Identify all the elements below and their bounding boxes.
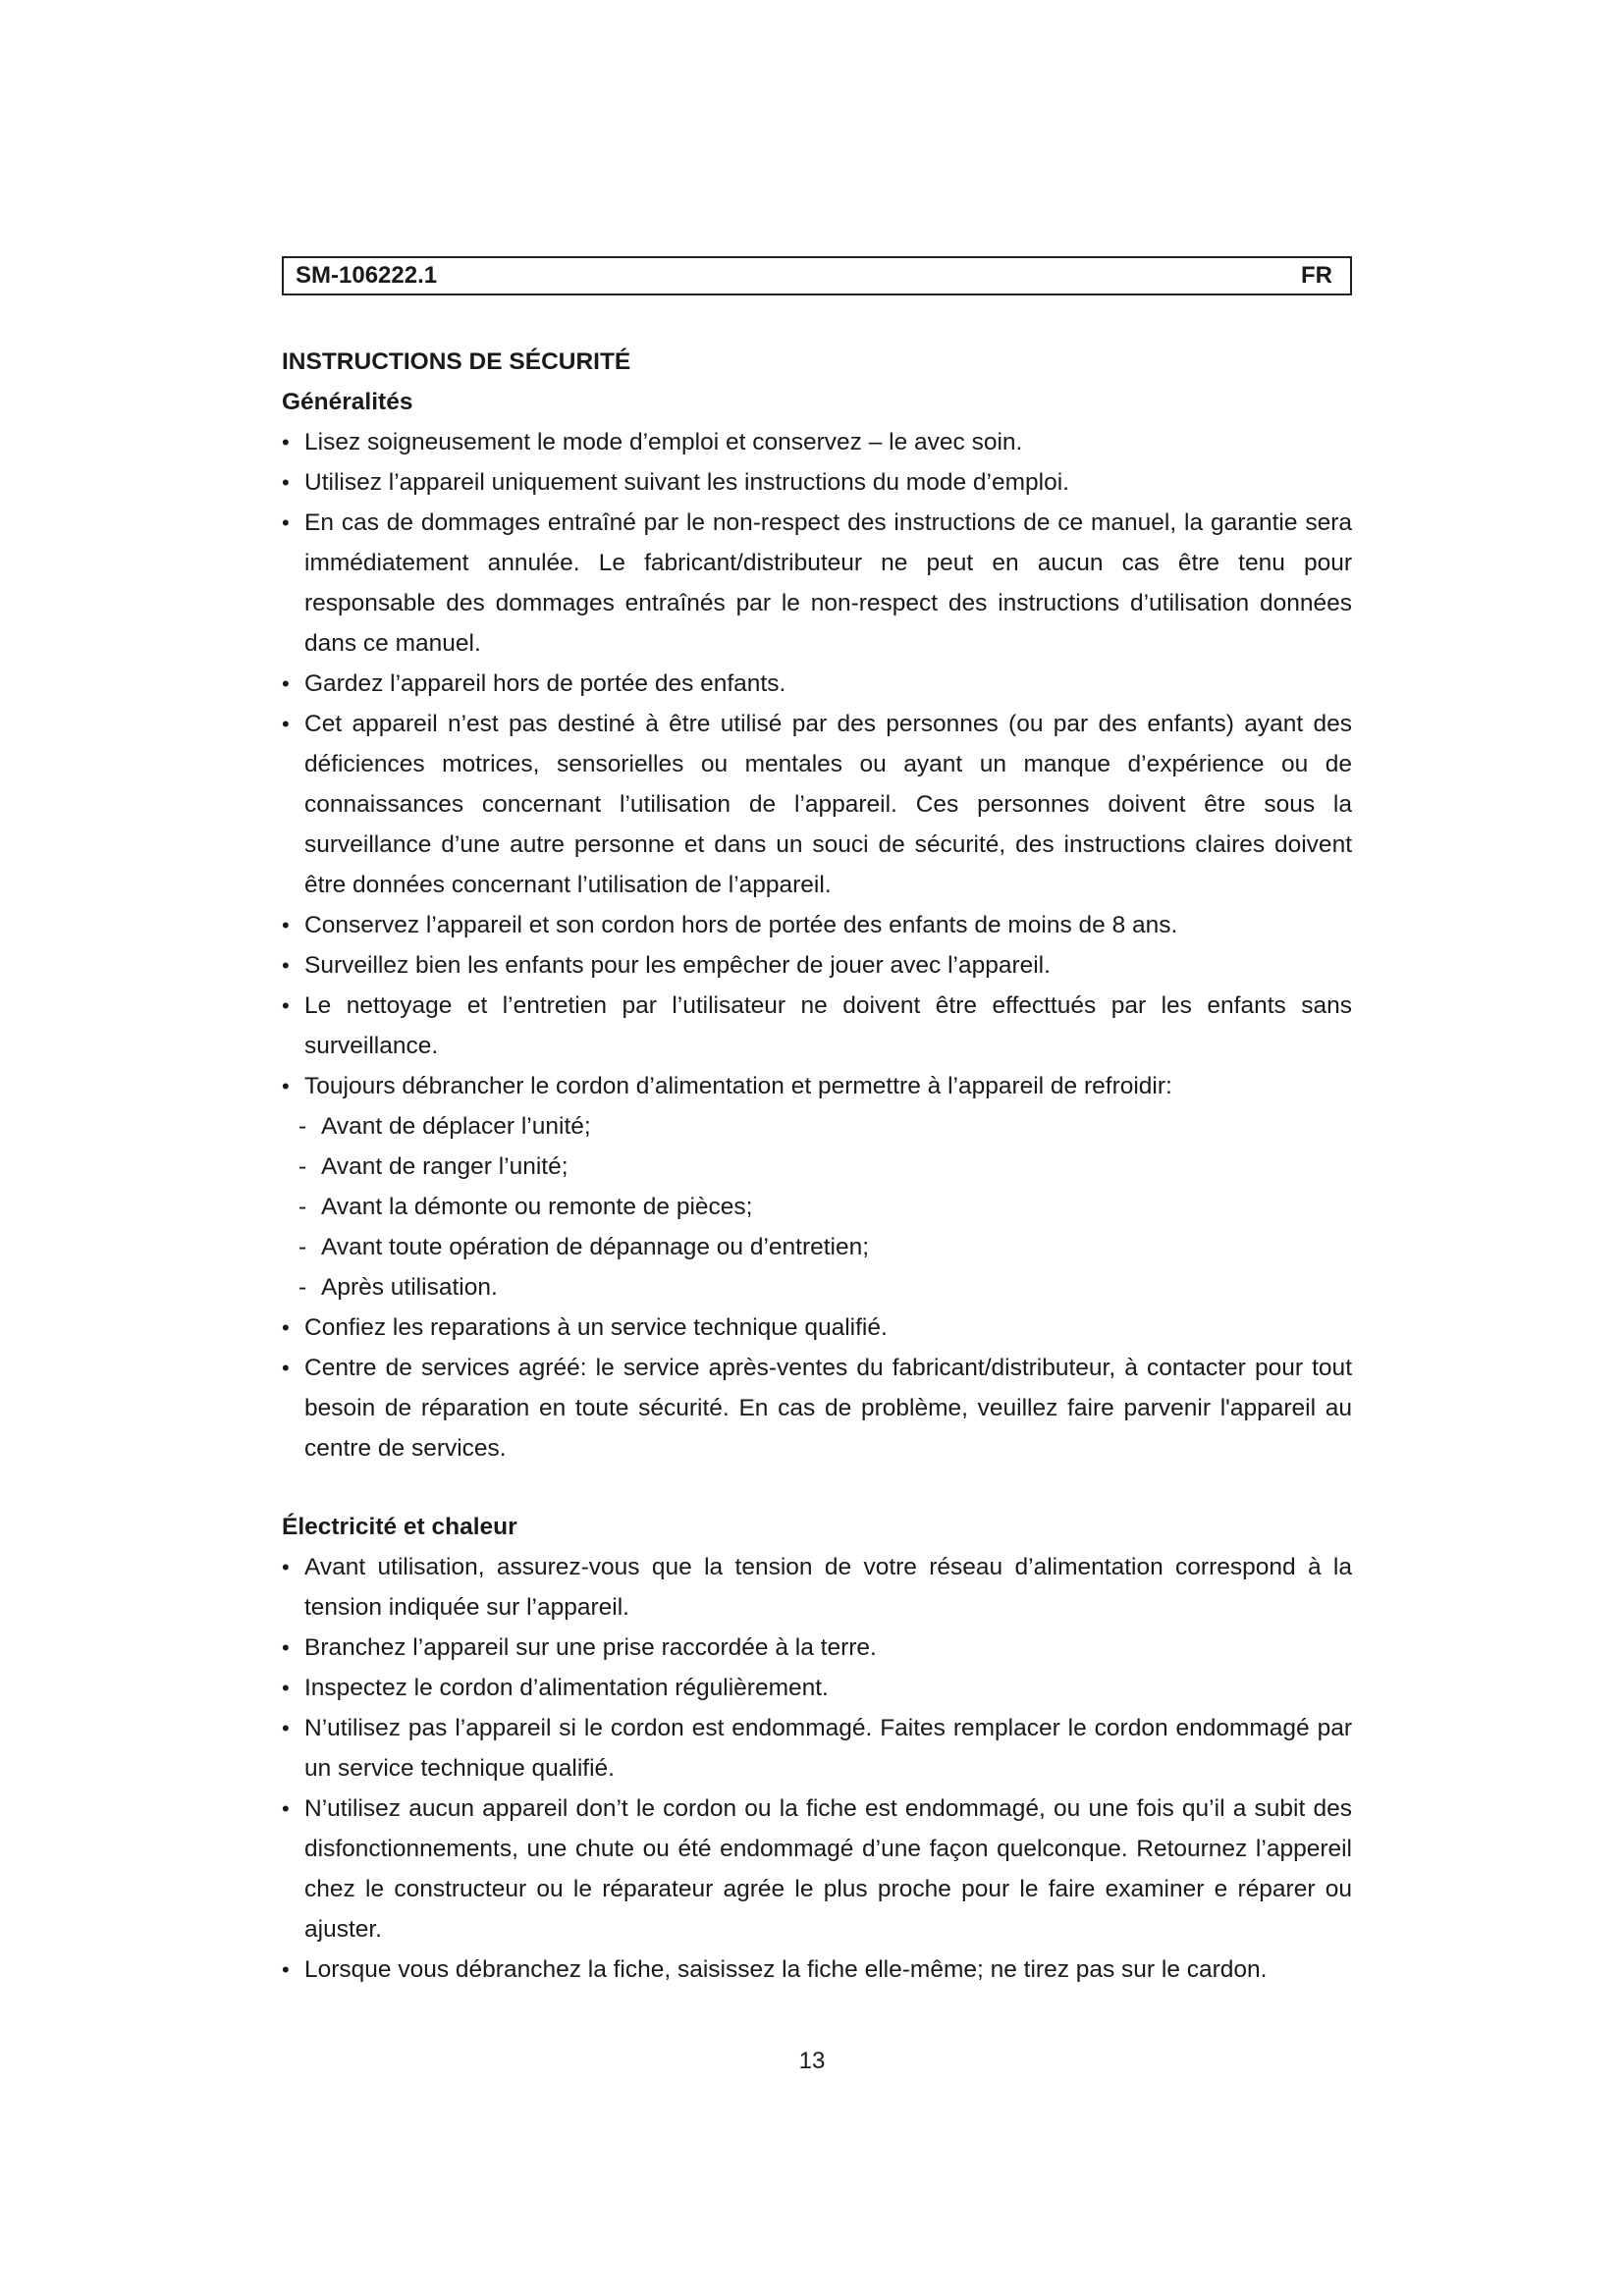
page-title: INSTRUCTIONS DE SÉCURITÉ xyxy=(282,348,631,375)
list-item: • Branchez l’appareil sur une prise raccordée à la terre. xyxy=(282,1628,1352,1668)
list-item: • N’utilisez aucun appareil don’t le cordon ou la fiche est endommagé, ou une fois qu’il a subit des disfonctionnements, une chute ou été endommagé d’une façon quelconque. Retournez l’appereil chez le constructeur ou le réparateur agrée le plus proche pour le faire examiner e réparer ou ajuster. xyxy=(282,1789,1352,1949)
model-number: SM-106222.1 xyxy=(296,262,438,289)
sub-list-item: - Avant de déplacer l’unité; xyxy=(282,1106,1352,1147)
sub-list-item: - Après utilisation. xyxy=(282,1267,1352,1308)
list-item: • Lorsque vous débranchez la fiche, saisissez la fiche elle-même; ne tirez pas sur le cardon. xyxy=(282,1949,1352,1990)
section-spacer xyxy=(282,1468,1352,1507)
list-item: • Avant utilisation, assurez-vous que la tension de votre réseau d’alimentation correspond à la tension indiquée sur l’appareil. xyxy=(282,1547,1352,1628)
list-item: • Le nettoyage et l’entretien par l’utilisateur ne doivent être effecttués par les enfants sans surveillance. xyxy=(282,986,1352,1066)
section-heading-general: Généralités xyxy=(282,389,413,415)
sub-list-item: - Avant de ranger l’unité; xyxy=(282,1147,1352,1187)
list-item: • Surveillez bien les enfants pour les empêcher de jouer avec l’appareil. xyxy=(282,945,1352,986)
list-item: • Conservez l’appareil et son cordon hors de portée des enfants de moins de 8 ans. xyxy=(282,905,1352,945)
page-content xyxy=(282,342,1352,1990)
list-item: • Confiez les reparations à un service technique qualifié. xyxy=(282,1308,1352,1348)
list-item: • Cet appareil n’est pas destiné à être utilisé par des personnes (ou par des enfants) ayant des déficiences motrices, sensorielles ou mentales ou ayant un manque d’expérience ou de connaissances concernant l’utilisation de l’appareil. Ces personnes doivent être sous la surveillance d’une autre personne et dans un souci de sécurité, des instructions claires doivent être données concernant l’utilisation de l’appareil. xyxy=(282,704,1352,905)
list-item: • Centre de services agréé: le service après-ventes du fabricant/distributeur, à contacter pour tout besoin de réparation en toute sécurité. En cas de problème, veuillez faire parvenir l'appareil au centre de services. xyxy=(282,1348,1352,1468)
unplug-conditions-list xyxy=(282,1106,1352,1308)
section-heading-electricity: Électricité et chaleur xyxy=(282,1514,517,1540)
list-item: • Lisez soigneusement le mode d’emploi et conservez – le avec soin. xyxy=(282,422,1352,462)
language-code: FR xyxy=(1301,262,1332,289)
document-header xyxy=(282,256,1352,295)
electricity-list xyxy=(282,1547,1352,1990)
sub-list-item: - Avant toute opération de dépannage ou d’entretien; xyxy=(282,1227,1352,1267)
sub-list-item: - Avant la démonte ou remonte de pièces; xyxy=(282,1187,1352,1227)
list-item: • Gardez l’appareil hors de portée des enfants. xyxy=(282,664,1352,704)
general-list-continued xyxy=(282,1308,1352,1468)
list-item: • N’utilisez pas l’appareil si le cordon est endommagé. Faites remplacer le cordon endommagé par un service technique qualifié. xyxy=(282,1708,1352,1789)
list-item: • En cas de dommages entraîné par le non-respect des instructions de ce manuel, la garantie sera immédiatement annulée. Le fabricant/distributeur ne peut en aucun cas être tenu pour responsable des dommages entraînés par le non-respect des instructions d’utilisation données dans ce manuel. xyxy=(282,503,1352,664)
list-item: • Utilisez l’appareil uniquement suivant les instructions du mode d’emploi. xyxy=(282,462,1352,503)
page-number: 13 xyxy=(798,2048,826,2074)
list-item: • Inspectez le cordon d’alimentation régulièrement. xyxy=(282,1668,1352,1708)
list-item: • Toujours débrancher le cordon d’alimentation et permettre à l’appareil de refroidir: xyxy=(282,1066,1352,1106)
general-list xyxy=(282,422,1352,1106)
